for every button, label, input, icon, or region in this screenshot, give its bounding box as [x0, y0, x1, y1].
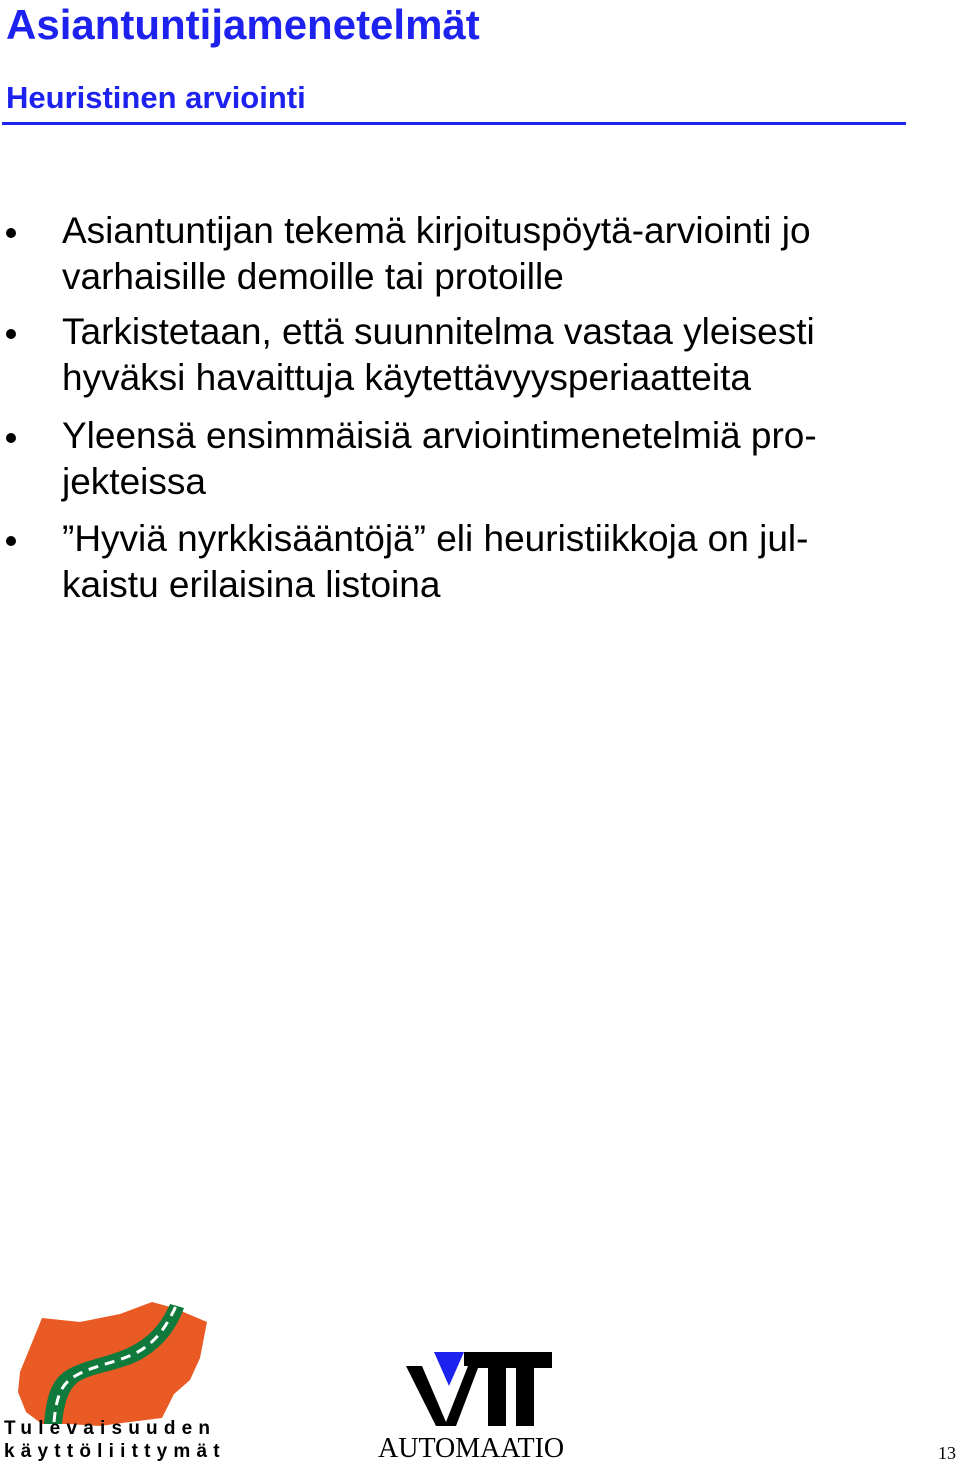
- bullet-line: varhaisille demoille tai protoille: [62, 256, 564, 297]
- bullet-line: Tarkistetaan, että suunnitelma vastaa yleisesti: [62, 311, 815, 352]
- page-subtitle: Heuristinen arviointi: [6, 80, 306, 115]
- bullet-dot-icon: [6, 228, 16, 238]
- page-title: Asiantuntijamenetelmät: [6, 1, 480, 48]
- bullet-line: hyväksi havaittuja käytettävyysperiaatteita: [62, 357, 751, 398]
- title-divider: [2, 122, 906, 125]
- logo-text-line-2: käyttöliittymät: [4, 1441, 226, 1462]
- bullet-text: [62, 309, 892, 401]
- automaatio-label: AUTOMAATIO: [378, 1433, 565, 1464]
- bullet-line: Asiantuntijan tekemä kirjoituspöytä-arviointi jo: [62, 210, 811, 251]
- bullet-text: [62, 413, 892, 505]
- bullet-line: Yleensä ensimmäisiä arviointimenetelmiä pro-: [62, 415, 817, 456]
- bullet-text: [62, 516, 892, 608]
- bullet-line: jekteissa: [62, 461, 206, 502]
- logo-text-line-1: Tulevaisuuden: [4, 1418, 217, 1439]
- bullet-text: [62, 208, 892, 300]
- page-number: 13: [938, 1443, 956, 1463]
- bullet-dot-icon: [6, 433, 16, 443]
- bullet-dot-icon: [6, 536, 16, 546]
- bullet-line: kaistu erilaisina listoina: [62, 564, 441, 605]
- bullet-dot-icon: [6, 329, 16, 339]
- vtt-logo-icon: [406, 1352, 552, 1430]
- bullet-line: ”Hyviä nyrkkisääntöjä” eli heuristiikkoja on jul-: [62, 518, 809, 559]
